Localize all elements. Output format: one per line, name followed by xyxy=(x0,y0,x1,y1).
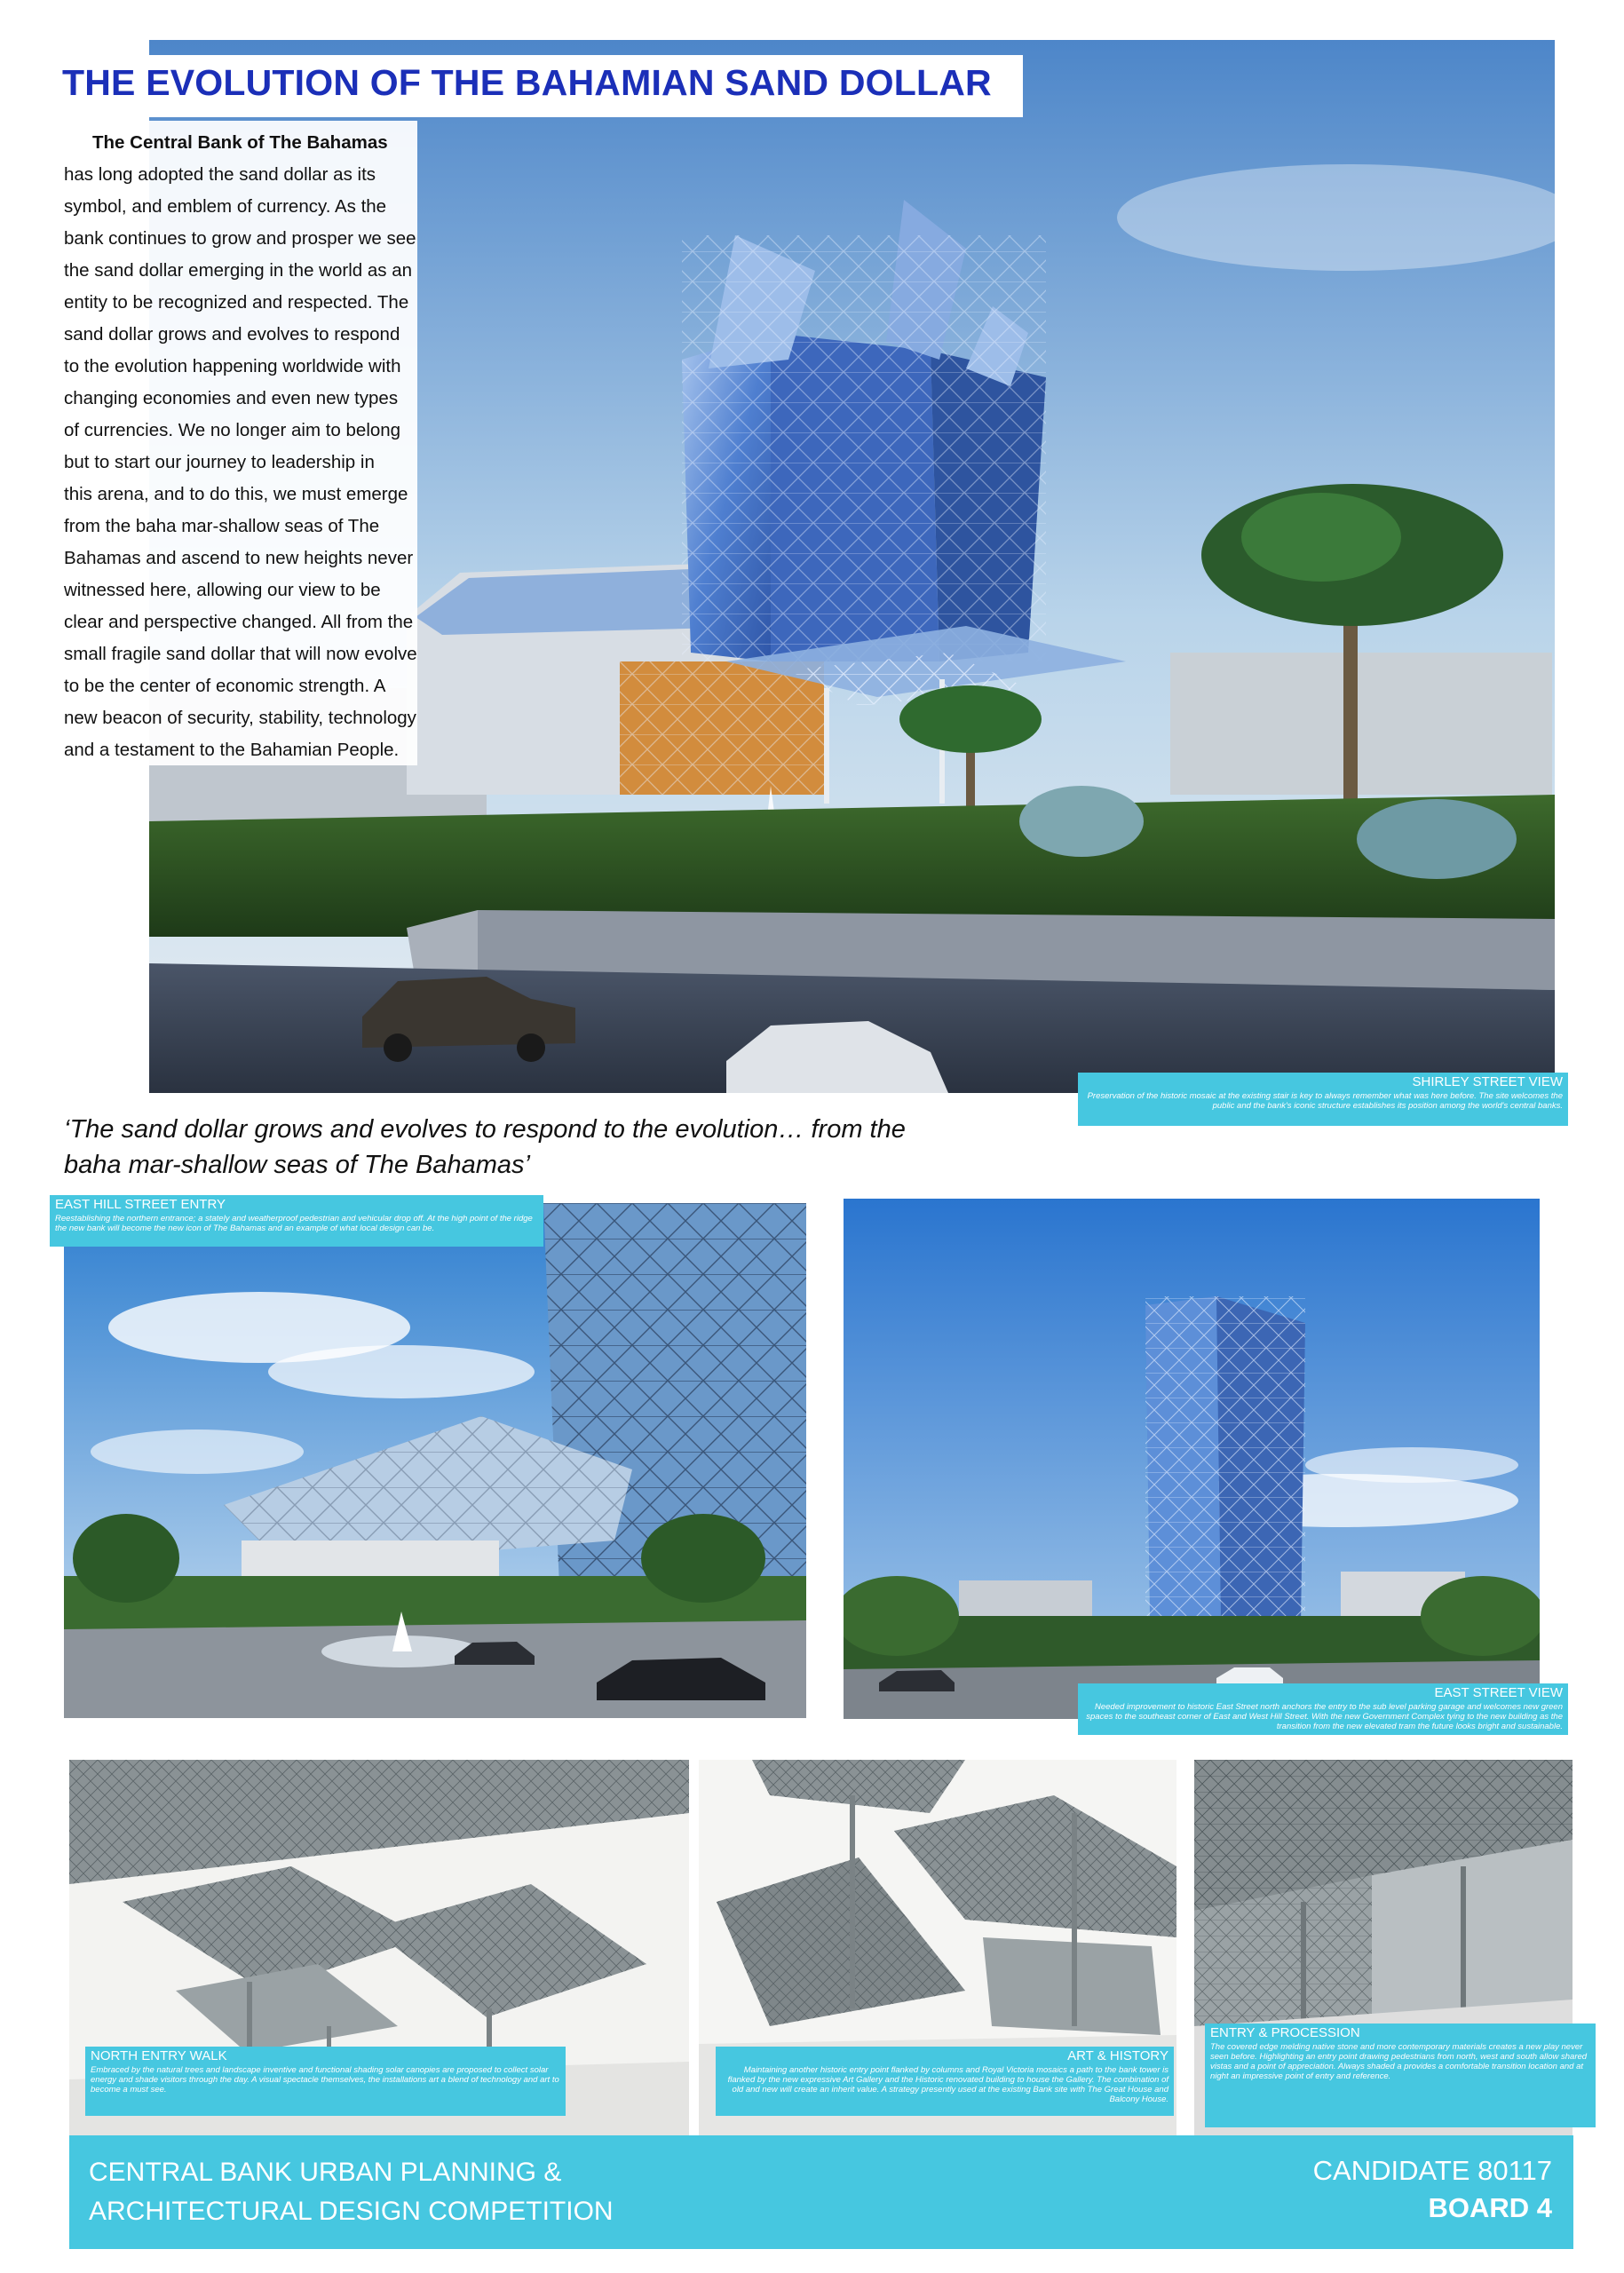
caption-north-entry-walk xyxy=(85,2047,566,2116)
intro-line: and a testament to the Bahamian People. xyxy=(64,740,400,760)
caption-shirley-street-view xyxy=(1078,1073,1568,1126)
intro-line: changing economies and even new types xyxy=(64,388,399,408)
caption-heading: EAST HILL STREET ENTRY xyxy=(55,1197,226,1212)
intro-line: from the baha mar-shallow seas of The xyxy=(64,516,380,536)
intro-lead: The Central Bank of The Bahamas xyxy=(92,132,388,153)
intro-line: witnessed here, allowing our view to be xyxy=(64,580,381,600)
quote-line-2: baha mar-shallow seas of The Bahamas’ xyxy=(64,1151,530,1179)
pull-quote xyxy=(64,1112,970,1183)
caption-body: The covered edge melding native stone and more contemporary materials creates a new play never seen before. Highlighting an entry point drawing pedestrians from north, west and south allow shared vistas and a point of appreciation. Always shaded a provides a comfortable transition location and at night an impressive point of entry and reference. xyxy=(1210,2042,1588,2081)
caption-heading: EAST STREET VIEW xyxy=(1434,1685,1563,1700)
intro-paragraph xyxy=(64,127,419,766)
intro-line: new beacon of security, stability, technology xyxy=(64,708,416,728)
caption-body: Embraced by the natural trees and landscape inventive and functional shading solar canopies are proposed to collect solar energy and shade visitors through the day. A visual spectacle themselves, the installations art a blend of technology and art to become a must see. xyxy=(91,2065,559,2095)
intro-line: to be the center of economic strength. A xyxy=(64,676,386,696)
competition-title xyxy=(89,2153,614,2231)
caption-heading: ART & HISTORY xyxy=(1067,2048,1168,2063)
caption-body: Maintaining another historic entry point flanked by columns and Royal Victoria mosaics a path to the bank tower is flanked by the new expressive Art Gallery and the Historic renovated building to house the Gallery. The combination of old and new will create an inherit value. A strategy presently used at the existing Bank site with The Great House and Balcony House. xyxy=(727,2065,1168,2104)
intro-line: clear and perspective changed. All from the xyxy=(64,612,414,632)
caption-body: Preservation of the historic mosaic at the existing stair is key to always remember what was here before. The site welcomes the public and the bank's iconic structure establishes its position among the world's central banks. xyxy=(1087,1091,1563,1111)
intro-line: of currencies. We no longer aim to belong xyxy=(64,420,401,440)
caption-east-street-view xyxy=(1078,1683,1568,1735)
board-number: BOARD 4 xyxy=(1428,2192,1552,2223)
candidate-number: CANDIDATE 80117 xyxy=(1312,2155,1552,2186)
intro-line: sand dollar grows and evolves to respond xyxy=(64,324,400,345)
quote-line-1: ‘The sand dollar grows and evolves to respond to the evolution… from the xyxy=(64,1115,906,1144)
caption-body: Needed improvement to historic East Street north anchors the entry to the sub level parking garage and welcomes new green spaces to the southeast corner of East and West Hill Street. With the new Government Complex tying to the new building as the transition from the new elevated tram the future looks bright and sustainable. xyxy=(1086,1702,1563,1731)
render-east-street-view xyxy=(844,1199,1540,1719)
intro-line: symbol, and emblem of currency. As the xyxy=(64,196,387,217)
caption-heading: NORTH ENTRY WALK xyxy=(91,2048,227,2063)
caption-art-and-history xyxy=(716,2047,1174,2116)
intro-line: but to start our journey to leadership in xyxy=(64,452,375,472)
caption-east-hill-street-entry xyxy=(50,1195,543,1247)
caption-heading: SHIRLEY STREET VIEW xyxy=(1412,1074,1563,1089)
intro-line: bank continues to grow and prosper we see xyxy=(64,228,416,249)
caption-body: Reestablishing the northern entrance; a stately and weatherproof pedestrian and vehicular drop off. At the high point of the ridge the new bank will become the new icon of The Bahamas and an example of what local design can be. xyxy=(55,1214,533,1233)
caption-heading: ENTRY & PROCESSION xyxy=(1210,2025,1360,2040)
page-title: THE EVOLUTION OF THE BAHAMIAN SAND DOLLAR xyxy=(62,62,992,103)
intro-line: entity to be recognized and respected. The xyxy=(64,292,409,313)
render-east-hill-street-entry xyxy=(64,1203,806,1718)
competition-title-line-2: ARCHITECTURAL DESIGN COMPETITION xyxy=(89,2197,614,2226)
intro-line: Bahamas and ascend to new heights never xyxy=(64,548,414,568)
competition-title-line-1: CENTRAL BANK URBAN PLANNING & xyxy=(89,2158,562,2187)
intro-line: to the evolution happening worldwide with xyxy=(64,356,401,376)
intro-line: small fragile sand dollar that will now evolve xyxy=(64,644,417,664)
caption-entry-and-procession xyxy=(1205,2024,1596,2127)
footer-banner xyxy=(69,2135,1573,2249)
intro-line: this arena, and to do this, we must emerge xyxy=(64,484,408,504)
intro-line: the sand dollar emerging in the world as an xyxy=(64,260,413,281)
intro-line: has long adopted the sand dollar as its xyxy=(64,164,376,185)
